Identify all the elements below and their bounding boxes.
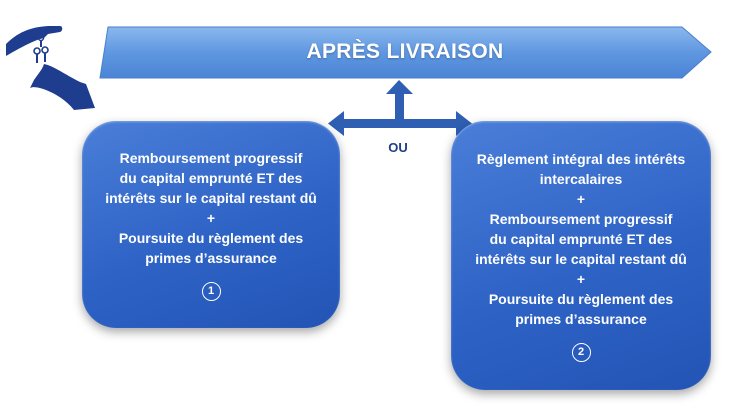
- option-1-line-d: Poursuite du règlement des: [118, 230, 304, 246]
- option-1-line-b: du capital emprunté ET des: [119, 170, 303, 186]
- or-label: OU: [388, 140, 408, 155]
- option-2-line-f: Poursuite du règlement des: [488, 291, 674, 307]
- option-2-number: 2: [572, 343, 591, 362]
- banner-title: APRÈS LIVRAISON: [306, 40, 504, 63]
- option-2-line-a: Règlement intégral des intérêts: [476, 151, 686, 167]
- option-1-line-c: intérêts sur le capital restant dû: [105, 190, 317, 206]
- option-2-line-e: intérêts sur le capital restant dû: [475, 251, 687, 267]
- option-2-plus-1: +: [576, 191, 586, 207]
- option-2-line-d: du capital emprunté ET des: [489, 231, 673, 247]
- option-2-plus-2: +: [576, 271, 586, 287]
- option-2-line-g: primes d’assurance: [515, 311, 647, 327]
- option-1-box: [82, 121, 340, 328]
- key-handover-icon: [6, 26, 95, 110]
- option-1-line-a: Remboursement progressif: [119, 150, 303, 166]
- option-2-line-c: Remboursement progressif: [489, 211, 673, 227]
- option-2-box: [451, 121, 711, 390]
- connector-arrows: [328, 80, 472, 136]
- option-1-line-e: primes d’assurance: [145, 250, 277, 266]
- option-1-number: 1: [202, 282, 221, 301]
- option-2-line-b: intercalaires: [539, 171, 623, 187]
- option-1-plus: +: [206, 210, 216, 226]
